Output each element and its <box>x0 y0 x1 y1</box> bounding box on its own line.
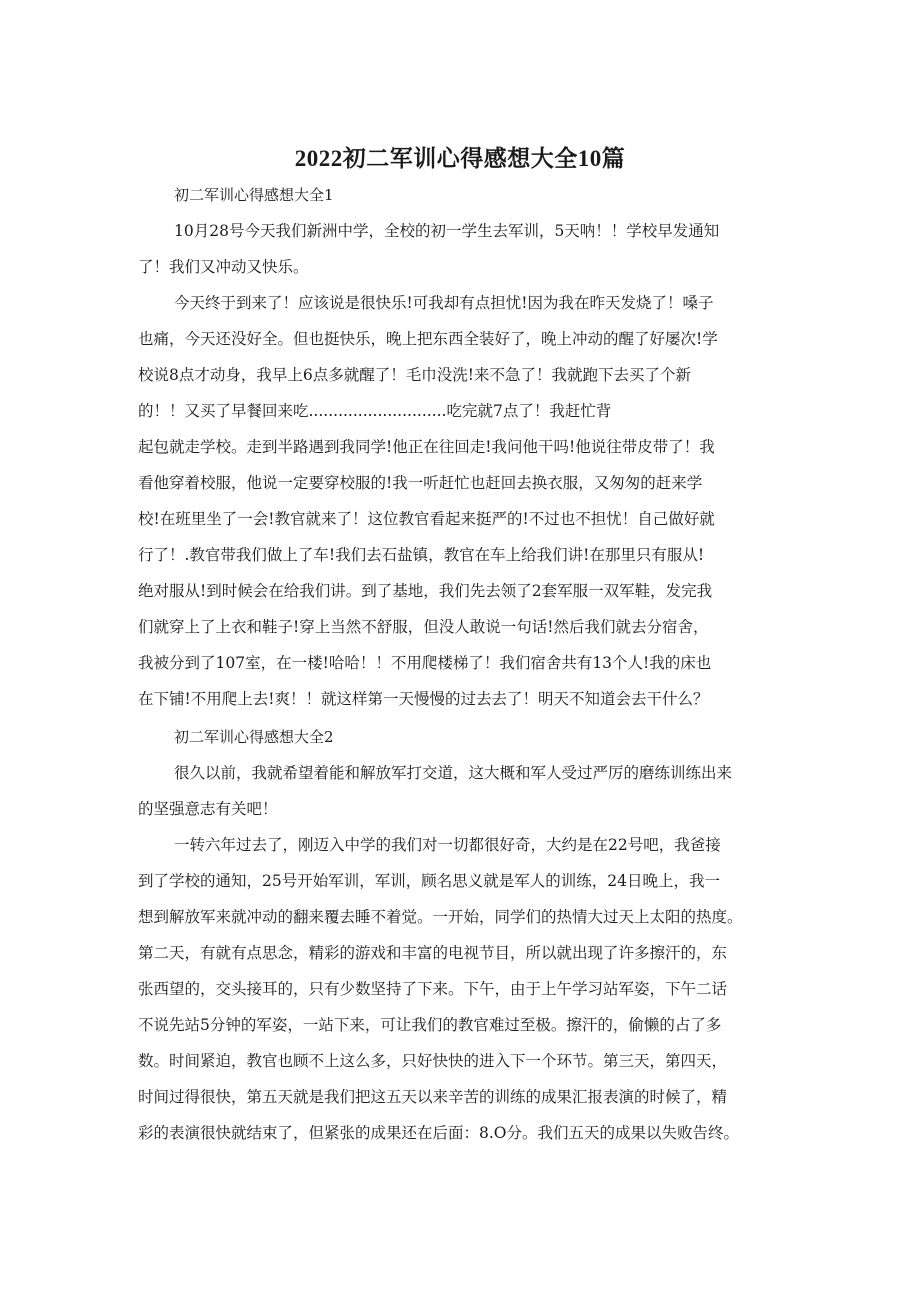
paragraph-line: 们就穿上了上衣和鞋子!穿上当然不舒服，但没人敢说一句话!然后我们就去分宿舍， <box>138 618 709 636</box>
paragraph-line: 10月28号今天我们新洲中学，全校的初一学生去军训，5天呐！！学校早发通知 <box>174 222 720 240</box>
paragraph-line: 今天终于到来了！应该说是很快乐!可我却有点担忧!因为我在昨天发烧了！嗓子 <box>174 294 714 312</box>
paragraph-line: 张西望的，交头接耳的，只有少数坚持了下来。下午，由于上午学习站军姿，下午二话 <box>138 980 728 998</box>
paragraph-line: 的坚强意志有关吧！ <box>138 800 278 818</box>
paragraph-line: 我被分到了107室，在一楼!哈哈！！不用爬楼梯了！我们宿舍共有13个人!我的床也 <box>138 654 712 672</box>
paragraph-line: 彩的表演很快就结束了，但紧张的成果还在后面：8.O分。我们五天的成果以失败告终。 <box>138 1124 739 1142</box>
paragraph-line: 数。时间紧迫，教官也顾不上这么多，只好快快的进入下一个环节。第三天，第四天， <box>138 1052 728 1070</box>
paragraph-line: 不说先站5分钟的军姿，一站下来，可让我们的教官难过至极。擦汗的，偷懒的占了多 <box>138 1016 722 1034</box>
paragraph-line: 起包就走学校。走到半路遇到我同学!他正在往回走!我问他干吗!他说往带皮带了！我 <box>138 438 715 456</box>
paragraph-line: 时间过得很快，第五天就是我们把这五天以来辛苦的训练的成果汇报表演的时候了，精 <box>138 1088 728 1106</box>
paragraph-line: 行了！.教官带我们做上了车!我们去石盐镇，教官在车上给我们讲!在那里只有服从! <box>138 546 705 564</box>
paragraph-line: 校!在班里坐了一会!教官就来了！这位教官看起来挺严的!不过也不担忧！自己做好就 <box>138 510 715 528</box>
paragraph-line: 到了学校的通知，25号开始军训，军训，顾名思义就是军人的训练，24日晚上，我一 <box>138 872 720 890</box>
paragraph-line: 绝对服从!到时候会在给我们讲。到了基地，我们先去领了2套军服一双军鞋，发完我 <box>138 582 713 600</box>
paragraph-line: 想到解放军来就冲动的翻来覆去睡不着觉。一开始，同学们的热情大过天上太阳的热度。 <box>138 908 743 926</box>
paragraph-line: 在下铺!不用爬上去!爽！！就这样第一天慢慢的过去去了！明天不知道会去干什么？ <box>138 690 709 708</box>
paragraph-line: 校说8点才动身，我早上6点多就醒了！毛巾没洗!来不急了！我就跑下去买了个新 <box>138 366 691 384</box>
paragraph-line: 的！！又买了早餐回来吃............................吃完就7点了！我赶忙背 <box>138 402 612 420</box>
paragraph-line: 了！我们又冲动又快乐。 <box>138 258 309 276</box>
paragraph-line: 也痛，今天还没好全。但也挺快乐，晚上把东西全装好了，晚上冲动的醒了好屡次!学 <box>138 330 718 348</box>
section-heading: 初二军训心得感想大全2 <box>174 728 334 746</box>
paragraph-line: 很久以前，我就希望着能和解放军打交道，这大概和军人受过严厉的磨练训练出来 <box>174 764 733 782</box>
paragraph-line: 第二天，有就有点思念，精彩的游戏和丰富的电视节目，所以就出现了许多擦汗的，东 <box>138 944 728 962</box>
paragraph-line: 一转六年过去了，刚迈入中学的我们对一切都很好奇，大约是在22号吧，我爸接 <box>174 836 721 854</box>
section-heading: 初二军训心得感想大全1 <box>174 186 334 204</box>
document-title: 2022初二军训心得感想大全10篇 <box>294 146 626 171</box>
paragraph-line: 看他穿着校服，他说一定要穿校服的!我一听赶忙也赶回去换衣服，又匆匆的赶来学 <box>138 474 703 492</box>
